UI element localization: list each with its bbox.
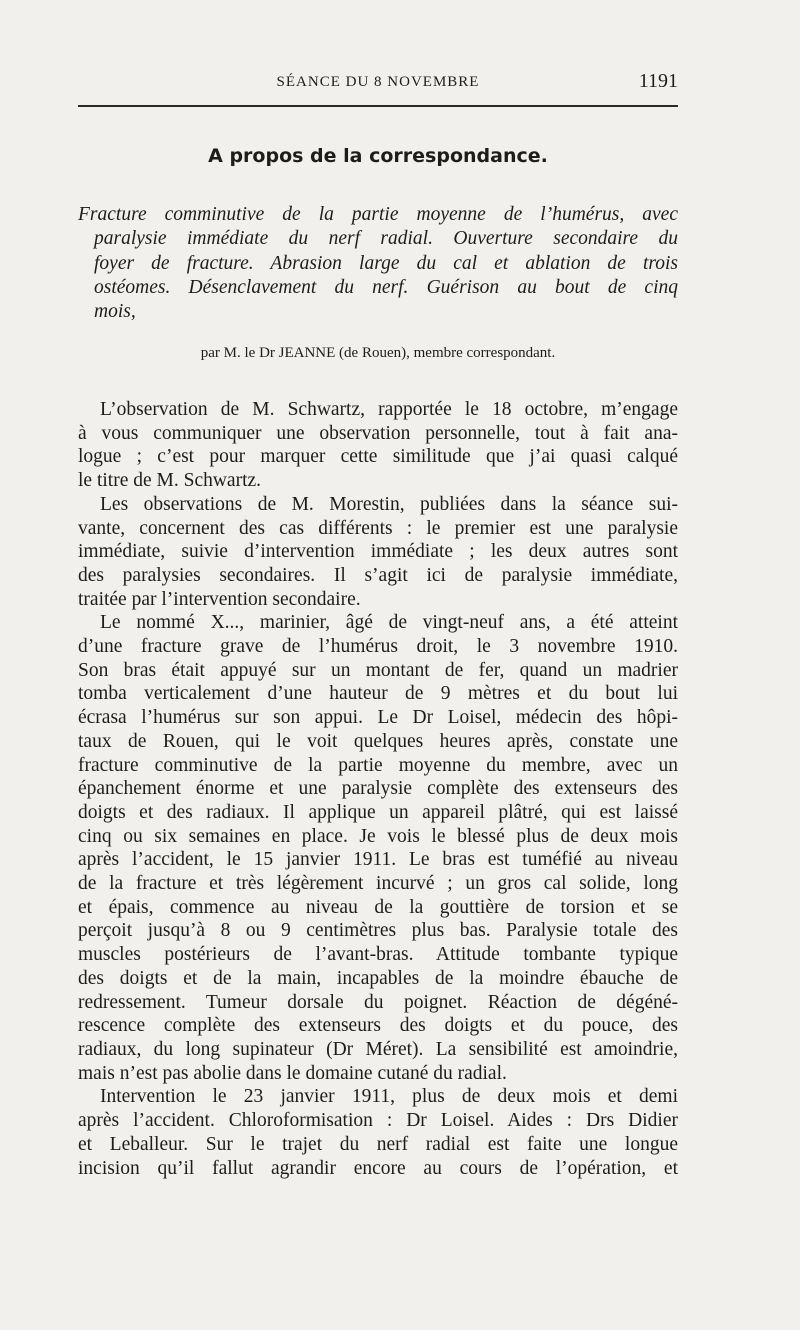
body-line: épanchement énorme et une paralysie complète des extenseurs des bbox=[78, 778, 678, 800]
running-head bbox=[78, 70, 678, 100]
running-title: SÉANCE DU 8 NOVEMBRE bbox=[276, 74, 480, 90]
body-line: rescence complète des extenseurs des doigts et du pouce, des bbox=[78, 1015, 678, 1037]
body-line: et Leballeur. Sur le trajet du nerf radial est faite une longue bbox=[78, 1133, 678, 1155]
body-line: après l’accident. Chloroformisation : Dr Loisel. Aides : Drs Didier bbox=[78, 1110, 678, 1132]
body-line: à vous communiquer une observation personnelle, tout à fait ana- bbox=[78, 422, 678, 444]
body-line: le titre de M. Schwartz. bbox=[78, 470, 262, 492]
body-line: Son bras était appuyé sur un montant de fer, quand un madrier bbox=[78, 659, 678, 681]
body-line: radiaux, du long supinateur (Dr Méret). La sensibilité est amoindrie, bbox=[78, 1038, 678, 1060]
body-line: mais n’est pas abolie dans le domaine cutané du radial. bbox=[78, 1062, 507, 1084]
body-line: des doigts et de la main, incapables de la moindre ébauche de bbox=[78, 967, 678, 989]
body-line: des paralysies secondaires. Il s’agit ici de paralysie immédiate, bbox=[78, 564, 678, 586]
body-line: muscles postérieurs de l’avant-bras. Attitude tombante typique bbox=[78, 944, 678, 966]
body-line: logue ; c’est pour marquer cette similitude que j’ai quasi calqué bbox=[78, 446, 678, 468]
body-line: redressement. Tumeur dorsale du poignet. Réaction de dégéné- bbox=[78, 991, 678, 1013]
subtitle-line: mois, bbox=[94, 301, 136, 323]
subtitle-line: foyer de fracture. Abrasion large du cal et ablation de trois bbox=[94, 252, 678, 274]
body-line: Les observations de M. Morestin, publiées dans la séance sui- bbox=[100, 493, 678, 515]
body-line: tomba verticalement d’une hauteur de 9 mètres et du bout lui bbox=[78, 683, 678, 705]
subtitle-line: ostéomes. Désenclavement du nerf. Guérison au bout de cinq bbox=[94, 276, 678, 298]
body-line: d’une fracture grave de l’humérus droit, le 3 novembre 1910. bbox=[78, 636, 678, 658]
author-byline: par M. le Dr JEANNE (de Rouen), membre correspondant. bbox=[200, 345, 556, 361]
page-number: 1191 bbox=[638, 70, 678, 92]
body-line: cinq ou six semaines en place. Je vois le blessé plus de deux mois bbox=[78, 825, 678, 847]
body-line: immédiate, suivie d’intervention immédiate ; les deux autres sont bbox=[78, 541, 678, 563]
body-text bbox=[78, 398, 678, 1180]
body-line: incision qu’il fallut agrandir encore au cours de l’opération, et bbox=[78, 1157, 678, 1179]
subtitle-line: Fracture comminutive de la partie moyenne de l’humérus, avec bbox=[78, 204, 678, 225]
body-line: taux de Rouen, qui le voit quelques heures après, constate une bbox=[78, 730, 678, 752]
article-title: A propos de la correspondance. bbox=[208, 145, 548, 167]
body-line: fracture comminutive de la partie moyenne du membre, avec un bbox=[78, 754, 678, 776]
header-rule bbox=[78, 105, 678, 107]
body-line: et épais, commence au niveau de la gouttière de torsion et se bbox=[78, 896, 678, 918]
body-line: perçoit jusqu’à 8 ou 9 centimètres plus bas. Paralysie totale des bbox=[78, 920, 678, 942]
body-line: après l’accident, le 15 janvier 1911. Le bras est tuméfié au niveau bbox=[78, 849, 678, 871]
body-line: L’observation de M. Schwartz, rapportée le 18 octobre, m’engage bbox=[100, 399, 678, 420]
body-line: Le nommé X..., marinier, âgé de vingt-neuf ans, a été atteint bbox=[100, 612, 678, 634]
body-line: écrasa l’humérus sur son appui. Le Dr Loisel, médecin des hôpi- bbox=[78, 707, 678, 729]
article-subtitle bbox=[78, 203, 678, 324]
body-line: vante, concernent des cas différents : le premier est une paralysie bbox=[78, 517, 678, 539]
body-line: Intervention le 23 janvier 1911, plus de deux mois et demi bbox=[100, 1086, 678, 1108]
body-line: traitée par l’intervention secondaire. bbox=[78, 588, 361, 610]
subtitle-line: paralysie immédiate du nerf radial. Ouverture secondaire du bbox=[94, 228, 678, 250]
body-line: doigts et des radiaux. Il applique un appareil plâtré, qui est laissé bbox=[78, 801, 678, 823]
body-line: de la fracture et très légèrement incurvé ; un gros cal solide, long bbox=[78, 873, 678, 895]
